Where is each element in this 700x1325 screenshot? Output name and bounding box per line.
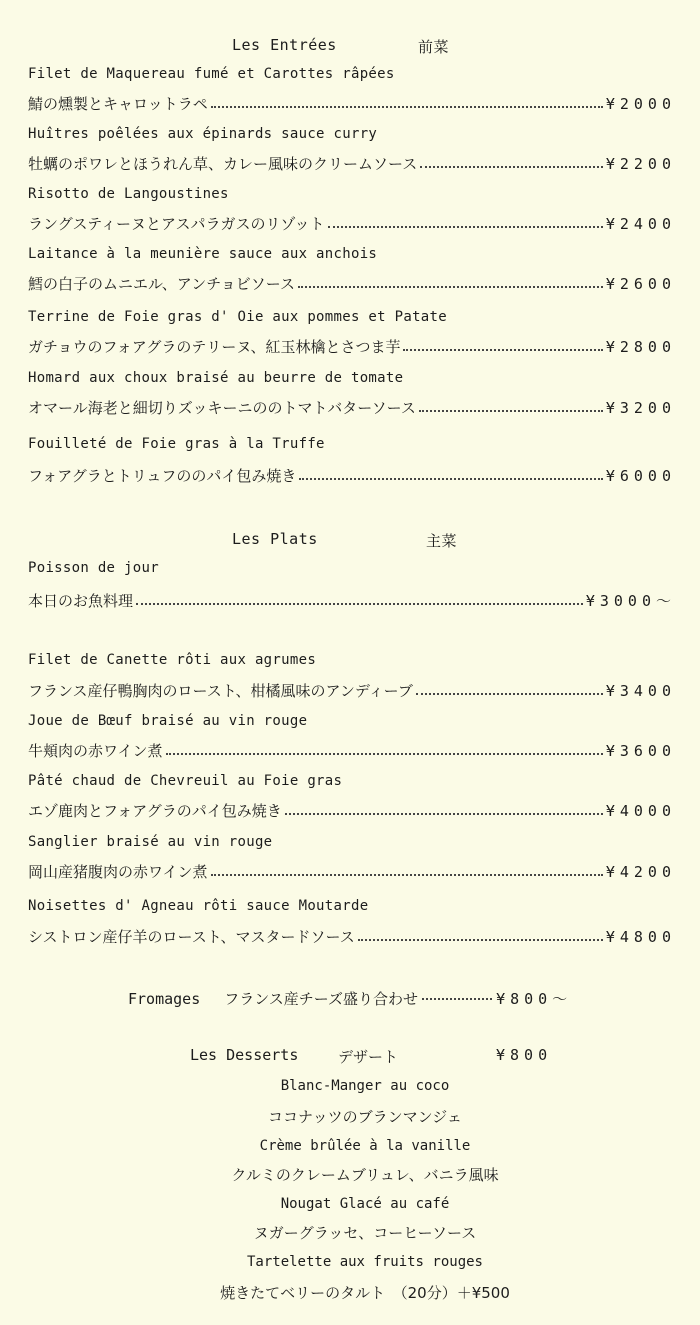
entree-2-jp-line [28,153,676,174]
plat-2-fr: Filet de Canette rôti aux agrumes [28,652,317,668]
dot-leader [419,409,603,412]
plat-3-jp-line [28,740,676,761]
entrees-title-fr: Les Entrées [232,36,337,54]
entree-6-price: ¥3200 [605,399,676,417]
plat-1-fr: Poisson de jour [28,560,159,576]
entree-3-fr: Risotto de Langoustines [28,186,229,202]
entree-6-jp-line [28,397,676,418]
fromages-jp: フランス産チーズ盛り合わせ [224,990,419,1008]
dot-leader [422,998,492,1000]
fromages-fr: Fromages [128,990,201,1008]
desserts-price: ¥800 [496,1046,553,1064]
plat-5-jp: 岡山産猪腹肉の赤ワイン煮 [28,863,208,881]
plat-6-jp-line [28,926,676,947]
plat-5-fr: Sanglier braisé au vin rouge [28,834,273,850]
dot-leader [211,105,603,108]
entree-3-jp-line [28,213,676,234]
entree-5-jp: ガチョウのフォアグラのテリーヌ、紅玉林檎とさつま芋 [28,338,401,356]
dessert-2-jp: クルミのクレームブリュレ、バニラ風味 [231,1166,499,1184]
desserts-title-fr: Les Desserts [190,1046,299,1064]
dot-leader [403,348,602,351]
entree-1-jp: 鯖の燻製とキャロットラペ [28,95,208,113]
plat-3-price: ¥3600 [605,742,676,760]
entree-4-jp: 鱈の白子のムニエル、アンチョビソース [28,275,296,293]
dot-leader [298,285,603,288]
plat-6-price: ¥4800 [605,928,676,946]
entree-1-fr: Filet de Maquereau fumé et Carottes râpées [28,66,395,82]
entree-5-price: ¥2800 [605,338,676,356]
entree-1-jp-line [28,93,676,114]
entree-5-fr: Terrine de Foie gras d' Oie aux pommes et Patate [28,309,447,325]
plats-title-jp: 主菜 [426,532,458,550]
dot-leader [416,692,603,695]
entree-3-jp: ラングスティーヌとアスパラガスのリゾット [28,215,325,233]
entree-4-price: ¥2600 [605,275,676,293]
entree-6-jp: オマール海老と細切りズッキーニののトマトバターソース [28,399,416,417]
dot-leader [328,225,603,228]
dessert-4-jp: 焼きたてベリーのタルト （20分）＋¥500 [220,1284,510,1302]
plats-title-fr: Les Plats [232,530,318,548]
plat-3-fr: Joue de Bœuf braisé au vin rouge [28,713,308,729]
plat-2-jp-line [28,680,676,701]
dessert-3-jp: ヌガーグラッセ、コーヒーソース [253,1224,477,1242]
dot-leader [420,165,603,168]
plat-4-jp: エゾ鹿肉とフォアグラのパイ包み焼き [28,802,282,820]
plat-4-fr: Pâté chaud de Chevreuil au Foie gras [28,773,343,789]
plat-2-price: ¥3400 [605,682,676,700]
entree-2-price: ¥2200 [605,155,676,173]
dot-leader [358,938,603,941]
dessert-4-fr: Tartelette aux fruits rouges [246,1254,483,1270]
dessert-1-fr: Blanc-Manger au coco [280,1078,450,1094]
dessert-3-fr: Nougat Glacé au café [280,1196,450,1212]
plat-4-price: ¥4000 [605,802,676,820]
entree-6-fr: Homard aux choux braisé au beurre de tomate [28,370,404,386]
dot-leader [299,477,602,480]
plat-6-fr: Noisettes d' Agneau rôti sauce Moutarde [28,898,369,914]
plat-1-jp: 本日のお魚料理 [28,592,134,610]
plat-5-jp-line [28,861,676,882]
entree-4-fr: Laitance à la meunière sauce aux anchois [28,246,378,262]
entree-1-price: ¥2000 [605,95,676,113]
entree-5-jp-line [28,336,676,357]
dessert-2-fr: Crème brûlée à la vanille [259,1138,471,1154]
dot-leader [166,752,603,755]
entree-2-jp: 牡蠣のポワレとほうれん草、カレー風味のクリームソース [28,155,418,173]
fromages-line [128,988,572,1009]
entree-7-jp: フォアグラとトリュフののパイ包み焼き [28,467,297,485]
plat-3-jp: 牛頬肉の赤ワイン煮 [28,742,163,760]
plat-2-jp: フランス産仔鴨胸肉のロースト、柑橘風味のアンディーブ [28,682,413,700]
fromages-price: ¥800～ [496,990,573,1008]
entrees-title-jp: 前菜 [418,38,450,56]
entree-7-fr: Fouilleté de Foie gras à la Truffe [28,436,325,452]
plat-1-jp-line [28,590,676,611]
dot-leader [136,602,583,605]
desserts-title-jp: デザート [338,1048,399,1066]
plat-6-jp: シストロン産仔羊のロースト、マスタードソース [28,928,355,946]
dot-leader [285,812,603,815]
entree-4-jp-line [28,273,676,294]
entree-3-price: ¥2400 [605,215,676,233]
entree-2-fr: Huîtres poêlées aux épinards sauce curry [28,126,378,142]
plat-5-price: ¥4200 [605,863,676,881]
plat-4-jp-line [28,800,676,821]
entree-7-price: ¥6000 [605,467,676,485]
entree-7-jp-line [28,465,676,486]
plat-1-price: ¥3000～ [585,592,676,610]
dessert-1-jp: ココナッツのブランマンジェ [267,1108,463,1126]
dot-leader [211,873,603,876]
